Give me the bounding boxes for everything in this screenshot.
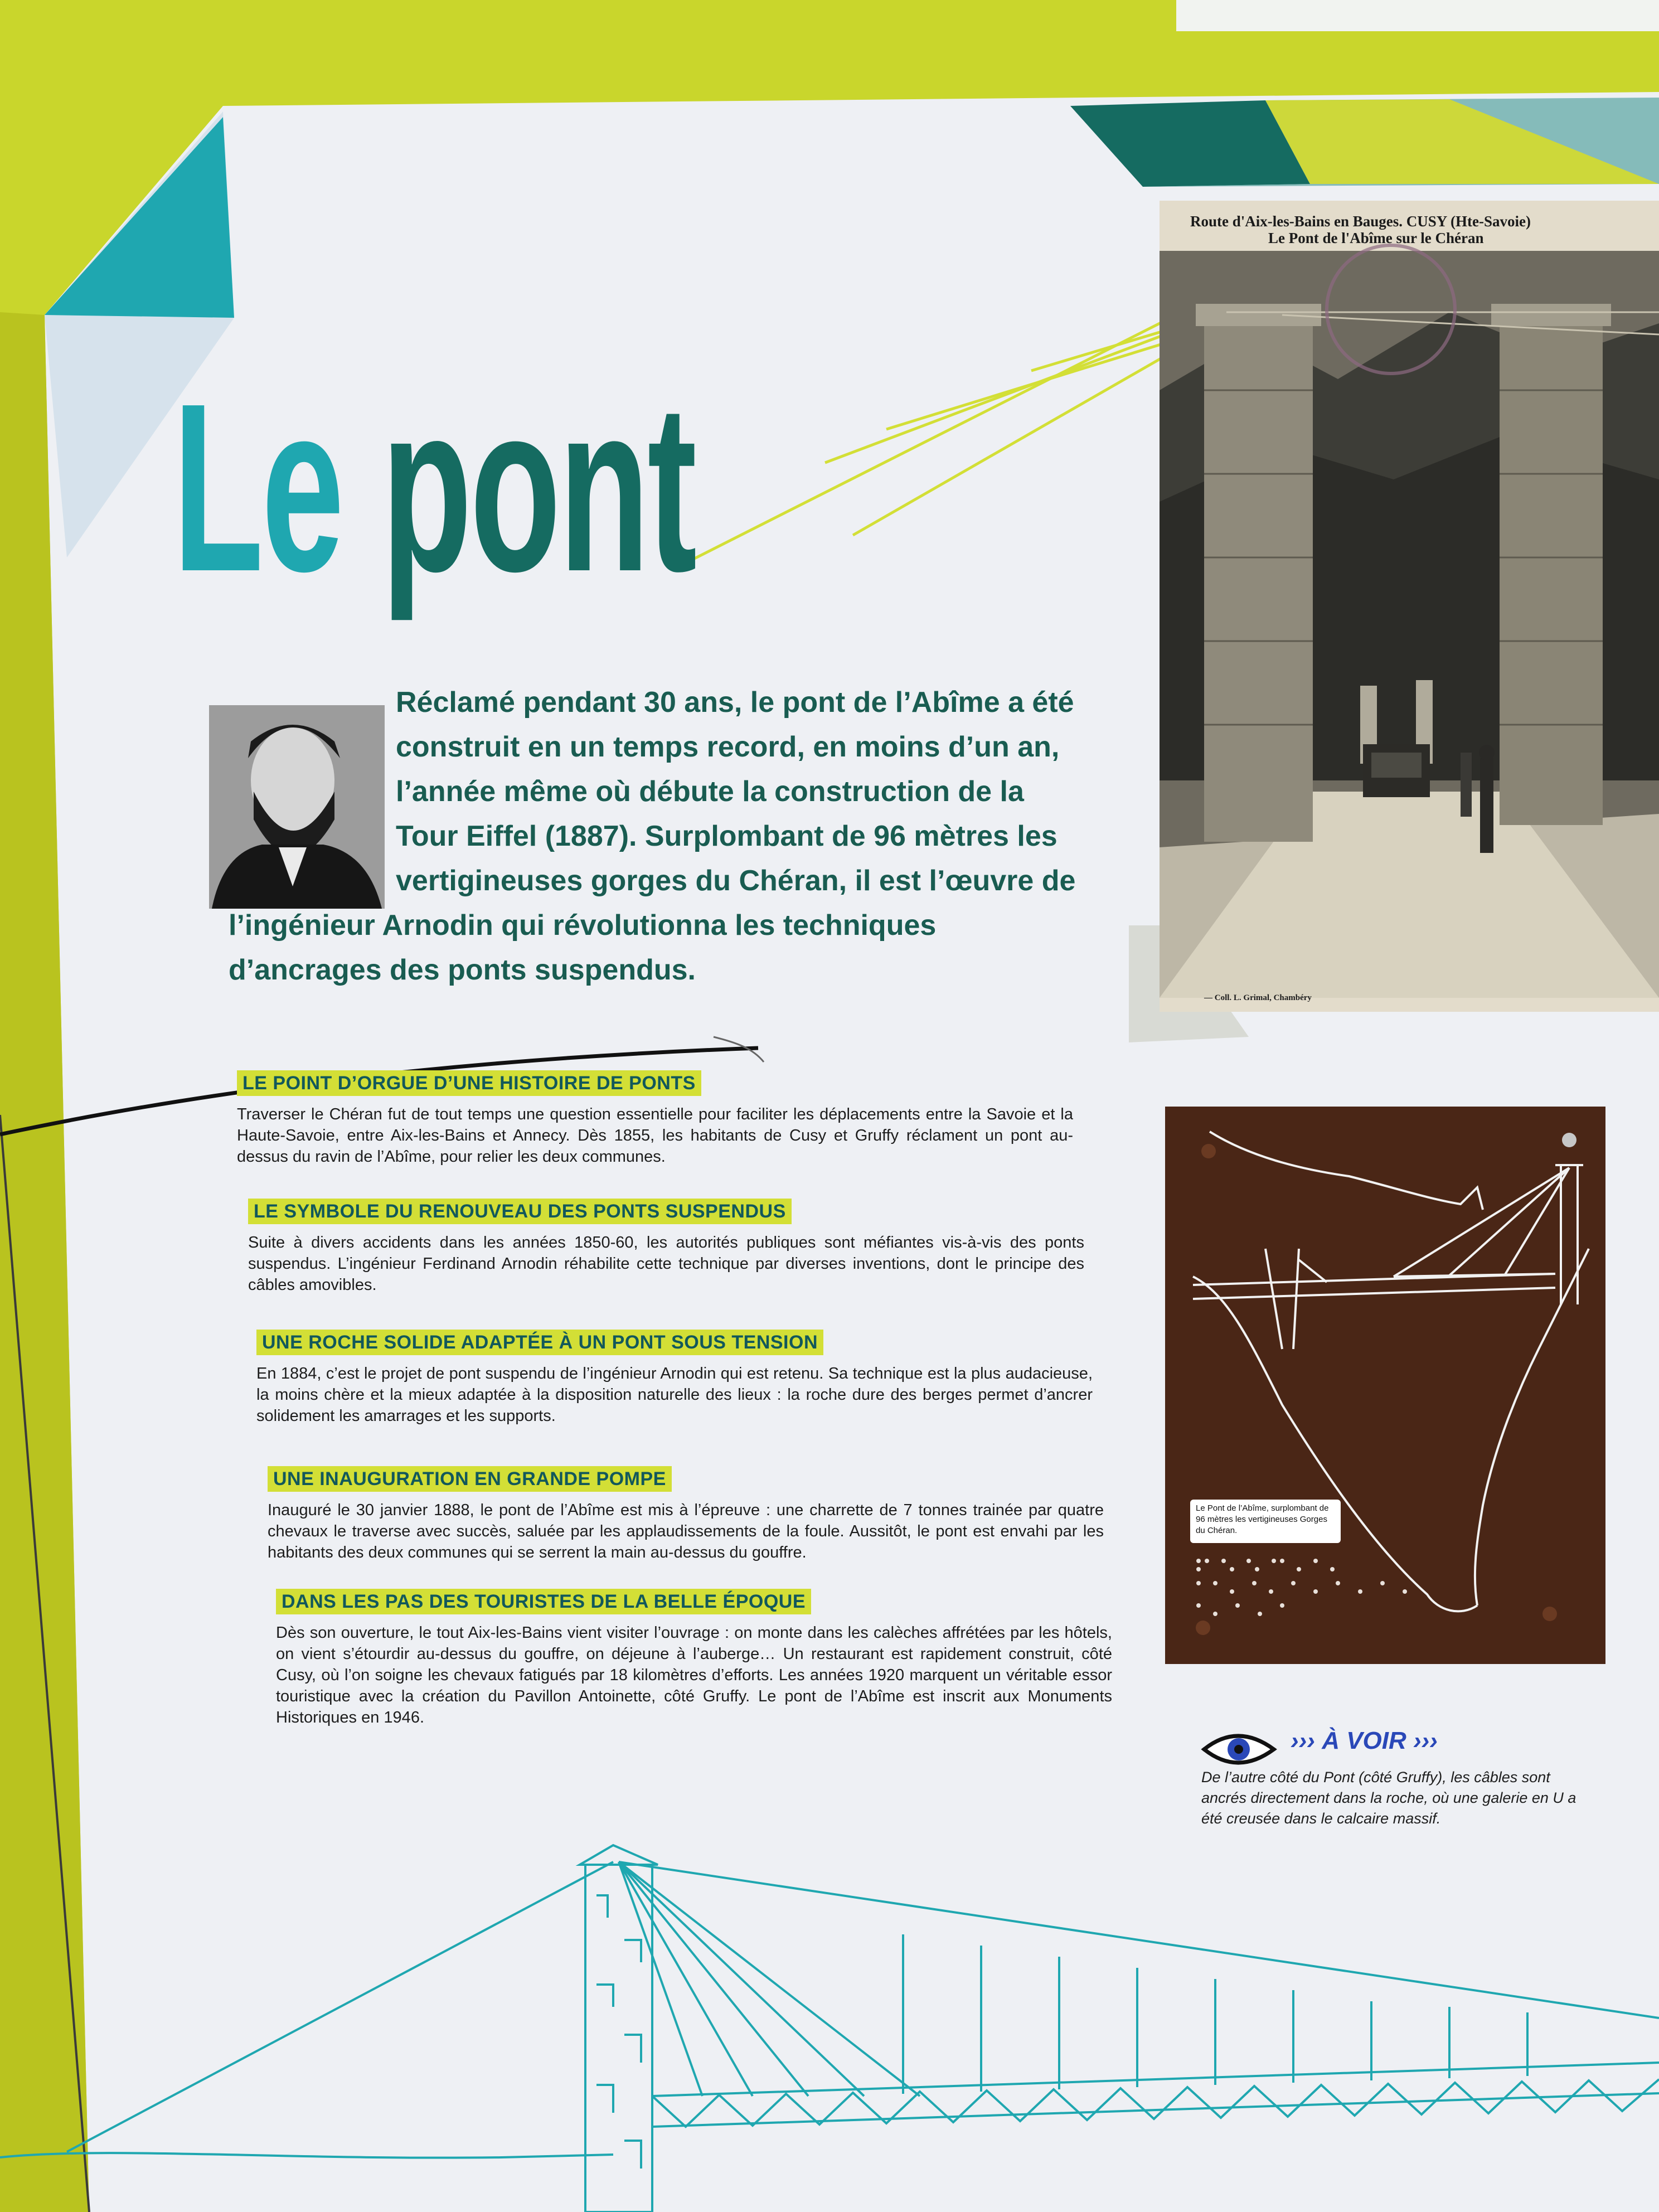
section-point-orgue bbox=[237, 1070, 1073, 1167]
a-voir-heading bbox=[1291, 1727, 1438, 1755]
section-body: Dès son ouverture, le tout Aix-les-Bains vient visiter l’ouvrage : on monte dans les calèches affrétées par les hôtels, on vient s’étourdir au-dessus du gouffre, on déjeune à l’auberge… Un restaurant est rapidement construit, côté Cusy, où l’on soigne les chevaux fatigués par 18 kilomètres d’efforts. Les années 1920 marquent un véritable essor touristique avec la création du Pavillon Antoinette, côté Gruffy. Le pont de l’Abîme est inscrit aux Monuments Historiques en 1946. bbox=[276, 1624, 1112, 1726]
tactile-plate bbox=[1165, 1107, 1605, 1664]
chevrons-icon: ››› bbox=[1291, 1727, 1322, 1754]
section-heading: UNE INAUGURATION EN GRANDE POMPE bbox=[268, 1466, 672, 1492]
chevrons-icon: ››› bbox=[1406, 1727, 1438, 1754]
a-voir-text: De l’autre côté du Pont (côté Gruffy), les câbles sont ancrés directement dans la roche, où une galerie en U a été creusée dans le calcaire massif. bbox=[1201, 1769, 1576, 1827]
section-heading: DANS LES PAS DES TOURISTES DE LA BELLE ÉPOQUE bbox=[276, 1589, 811, 1614]
section-body: Suite à divers accidents dans les années 1850-60, les autorités publiques sont méfiantes vis-à-vis des ponts suspendus. L’ingénieur Ferdinand Arnodin réhabilite cette technique par diverses inventions, dont le principe des câbles amovibles. bbox=[248, 1234, 1084, 1294]
intro-paragraph bbox=[229, 680, 1076, 992]
postcard-caption-line1: Route d'Aix-les-Bains en Bauges. CUSY (Hte-Savoie) bbox=[1190, 213, 1531, 230]
section-inauguration bbox=[268, 1466, 1104, 1563]
section-body: Inauguré le 30 janvier 1888, le pont de l’Abîme est mis à l’épreuve : une charrette de 7 tonnes trainée par quatre chevaux le traverse avec succès, saluée par les applaudissements de la foule. Aussitôt, le pont est envahi par les habitants des deux communes qui se serrent la main au-dessus du gouffre. bbox=[268, 1501, 1104, 1561]
postcard-caption-line2: Le Pont de l'Abîme sur le Chéran bbox=[1268, 230, 1484, 246]
section-belle-epoque bbox=[276, 1589, 1112, 1728]
a-voir-label: À VOIR bbox=[1322, 1727, 1406, 1754]
page-title bbox=[173, 354, 695, 622]
section-body: Traverser le Chéran fut de tout temps une question essentielle pour faciliter les déplacements entre la Savoie et la Haute-Savoie, entre Aix-les-Bains et Annecy. Dès 1855, les habitants de Cusy et Gruffy réclament un pont au-dessus du ravin de l’Abîme, pour relier les deux communes. bbox=[237, 1105, 1073, 1166]
postcard-credit: — Coll. L. Grimal, Chambéry bbox=[1204, 993, 1312, 1002]
title-word-pont: pont bbox=[381, 354, 695, 622]
postcard-photo bbox=[1129, 201, 1659, 1042]
intro-text: Réclamé pendant 30 ans, le pont de l’Abîme a été construit en un temps record, en moins d’un an, l’année même où débute la construction de la Tour Eiffel (1887). Surplombant de 96 mètres les vertigineuses gorges du Chéran, il est l’œuvre de l’ingénieur Arnodin qui révolutionna les techniques d’ancrages des ponts suspendus. bbox=[229, 686, 1076, 986]
top-header-strip bbox=[1176, 0, 1659, 31]
section-roche-solide bbox=[256, 1330, 1093, 1427]
section-symbole-renouveau bbox=[248, 1199, 1084, 1296]
section-body: En 1884, c’est le projet de pont suspendu de l’ingénieur Arnodin qui est retenu. Sa technique est la plus audacieuse, la moins chère et la mieux adaptée à la disposition naturelle des lieux : la roche dure des berges permet d’ancrer solidement les amarrages et les supports. bbox=[256, 1365, 1093, 1425]
tactile-plate-label: Le Pont de l’Abîme, surplombant de 96 mètres les vertigineuses Gorges du Chéran. bbox=[1190, 1500, 1341, 1543]
section-heading: LE SYMBOLE DU RENOUVEAU DES PONTS SUSPENDUS bbox=[248, 1199, 792, 1224]
section-heading: UNE ROCHE SOLIDE ADAPTÉE À UN PONT SOUS TENSION bbox=[256, 1330, 823, 1355]
section-heading: LE POINT D’ORGUE D’UNE HISTOIRE DE PONTS bbox=[237, 1070, 701, 1096]
title-word-le: Le bbox=[173, 354, 342, 622]
